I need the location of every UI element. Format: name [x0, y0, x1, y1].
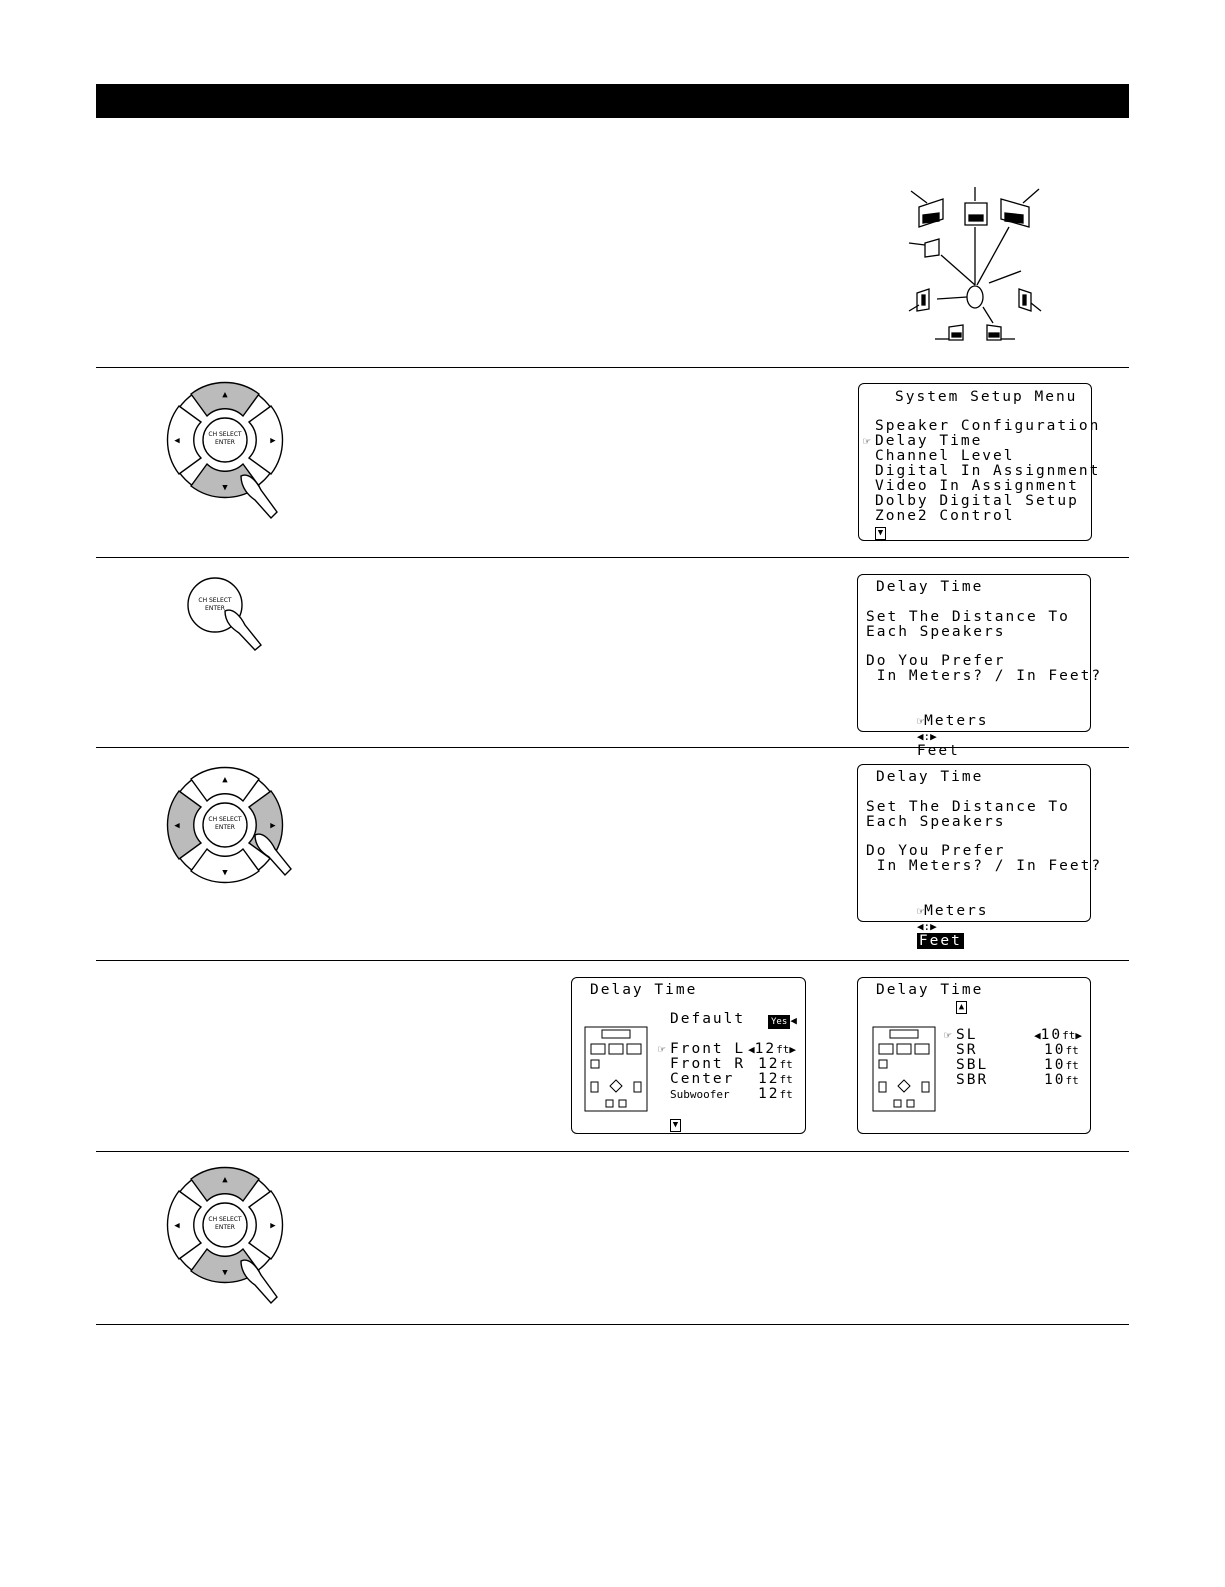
row-sbr-value: 10	[1044, 1072, 1066, 1088]
delay-title: Delay Time	[876, 579, 984, 595]
menu-item-speaker-configuration[interactable]: Speaker Configuration	[875, 418, 1101, 434]
enter-label-2: ENTER	[205, 605, 225, 612]
osd-delay-page-2	[857, 977, 1091, 1134]
up-arrow-icon: ▲	[222, 775, 228, 785]
section-header-bar	[96, 84, 1129, 118]
row-subwoofer-value: 12	[758, 1086, 780, 1102]
left-right-arrow-icon: ◀:▶	[916, 920, 937, 933]
menu-item-dolby-digital-setup[interactable]: Dolby Digital Setup	[875, 493, 1079, 509]
row-sr-unit: ft	[1065, 1044, 1079, 1057]
row-sl-name[interactable]: SL	[956, 1027, 978, 1043]
pad-enter-label-1: CH SELECT	[208, 816, 242, 823]
enter-button-pressed[interactable]	[185, 575, 275, 650]
down-arrow-box-icon: ▼	[875, 527, 886, 540]
menu-item-digital-in-assignment[interactable]: Digital In Assignment	[875, 463, 1101, 479]
row-front-l-unit: ft	[776, 1043, 790, 1056]
cursor-pad-down-pressed-2[interactable]	[165, 1165, 295, 1305]
delay-title: Delay Time	[876, 982, 984, 998]
speaker-position-icon	[584, 1026, 648, 1112]
row-sbl-name[interactable]: SBL	[956, 1057, 989, 1073]
pad-enter-label-2: ENTER	[215, 824, 235, 831]
divider	[96, 1151, 1129, 1152]
left-arrow-icon: ◀	[174, 436, 180, 446]
row-subwoofer-unit: ft	[779, 1088, 793, 1101]
pad-enter-label-2: ENTER	[215, 439, 235, 446]
default-label: Default	[670, 1011, 746, 1027]
left-arrow-icon: ◀	[1034, 1029, 1041, 1042]
speaker-layout-illustration	[905, 185, 1045, 345]
row-sbr-name[interactable]: SBR	[956, 1072, 989, 1088]
menu-title: System Setup Menu	[895, 389, 1078, 405]
osd-delay-units-feet-selected	[857, 764, 1103, 949]
delay-line-4: In Meters? / In Feet?	[866, 668, 1103, 684]
right-arrow-icon: ▶	[1075, 1029, 1082, 1042]
option-meters[interactable]: Meters	[924, 713, 989, 729]
osd-system-setup-menu	[858, 383, 1101, 541]
cursor-pad-down-pressed[interactable]	[165, 380, 295, 520]
left-arrow-icon: ◀	[174, 1221, 180, 1231]
right-arrow-icon: ▶	[270, 821, 276, 831]
pointer-icon: ☞	[863, 434, 871, 448]
row-front-r-value: 12	[758, 1056, 780, 1072]
row-sl-unit: ft	[1062, 1029, 1076, 1042]
row-front-l-value: 12	[754, 1041, 777, 1057]
divider	[96, 557, 1129, 558]
row-subwoofer-name[interactable]: Subwoofer	[670, 1088, 730, 1101]
left-arrow-icon: ◀	[174, 821, 180, 831]
delay-line-3: Do You Prefer	[866, 653, 1006, 669]
option-feet[interactable]: Feet	[916, 743, 960, 759]
left-right-arrow-icon: ◀:▶	[916, 730, 937, 743]
down-arrow-box-icon: ▼	[670, 1119, 681, 1132]
up-arrow-box-icon: ▲	[956, 1001, 967, 1014]
right-arrow-icon: ▶	[270, 436, 276, 446]
pad-enter-label-1: CH SELECT	[208, 1216, 242, 1223]
left-arrow-icon: ◀	[748, 1043, 755, 1056]
row-front-r-unit: ft	[779, 1058, 793, 1071]
down-arrow-icon: ▼	[222, 868, 228, 878]
pad-enter-label-1: CH SELECT	[208, 431, 242, 438]
row-sbr-unit: ft	[1065, 1074, 1079, 1087]
menu-item-video-in-assignment[interactable]: Video In Assignment	[875, 478, 1079, 494]
speaker-position-icon	[872, 1026, 936, 1112]
row-center-unit: ft	[779, 1073, 793, 1086]
osd-delay-units	[857, 574, 1103, 759]
row-sr-value: 10	[1044, 1042, 1066, 1058]
up-arrow-icon: ▲	[222, 390, 228, 400]
pad-enter-label-2: ENTER	[215, 1224, 235, 1231]
pointer-icon: ☞	[916, 714, 925, 728]
pointer-icon: ☞	[944, 1028, 952, 1042]
divider	[96, 367, 1129, 368]
menu-item-channel-level[interactable]: Channel Level	[875, 448, 1015, 464]
up-arrow-icon: ▲	[222, 1175, 228, 1185]
menu-item-zone2-control[interactable]: Zone2 Control	[875, 508, 1015, 524]
row-sbl-unit: ft	[1065, 1059, 1079, 1072]
delay-line-4: In Meters? / In Feet?	[866, 858, 1103, 874]
default-yes-value[interactable]: Yes	[768, 1015, 790, 1029]
delay-title: Delay Time	[590, 982, 698, 998]
right-arrow-icon: ▶	[789, 1043, 796, 1056]
osd-delay-page-1	[571, 977, 806, 1134]
delay-title: Delay Time	[876, 769, 984, 785]
row-front-l-name[interactable]: Front L	[670, 1041, 746, 1057]
delay-line-1: Set The Distance To	[866, 609, 1070, 625]
row-sbl-value: 10	[1044, 1057, 1066, 1073]
option-meters[interactable]: Meters	[924, 903, 989, 919]
row-center-name[interactable]: Center	[670, 1071, 735, 1087]
right-arrow-icon: ▶	[270, 1221, 276, 1231]
row-center-value: 12	[758, 1071, 780, 1087]
divider	[96, 1324, 1129, 1325]
option-feet-highlighted[interactable]: Feet	[918, 933, 962, 949]
menu-item-delay-time[interactable]: Delay Time	[875, 433, 983, 449]
cursor-pad-right-pressed[interactable]	[165, 765, 305, 885]
pointer-icon: ☞	[658, 1042, 666, 1056]
delay-line-2: Each Speakers	[866, 624, 1006, 640]
down-arrow-icon: ▼	[222, 1268, 228, 1278]
row-sl-value: 10	[1040, 1027, 1063, 1043]
left-arrow-icon: ◀	[790, 1014, 797, 1027]
pointer-icon: ☞	[916, 904, 925, 918]
enter-label-1: CH SELECT	[198, 597, 232, 604]
delay-line-1: Set The Distance To	[866, 799, 1070, 815]
delay-line-2: Each Speakers	[866, 814, 1006, 830]
row-front-r-name[interactable]: Front R	[670, 1056, 746, 1072]
down-arrow-icon: ▼	[222, 483, 228, 493]
delay-line-3: Do You Prefer	[866, 843, 1006, 859]
row-sr-name[interactable]: SR	[956, 1042, 978, 1058]
